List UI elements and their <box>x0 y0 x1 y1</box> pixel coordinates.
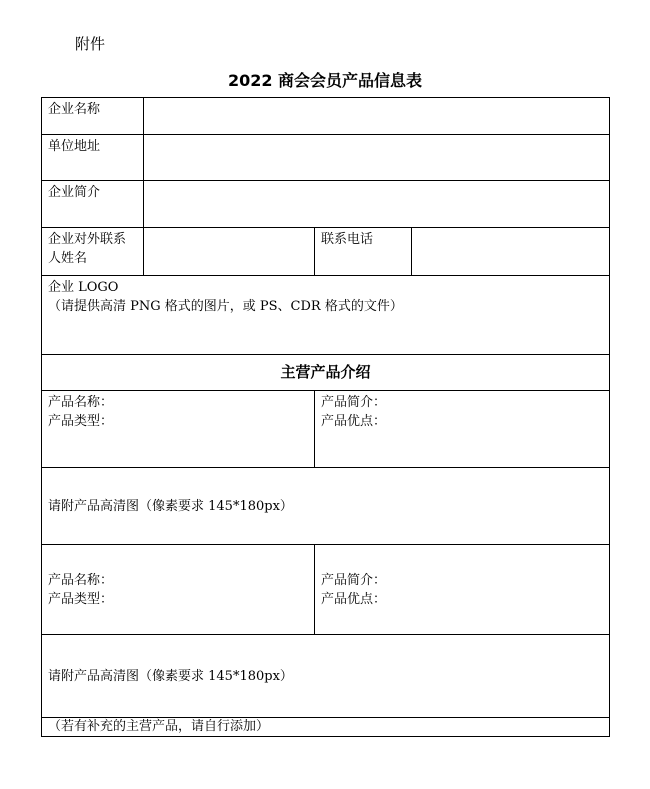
product-name-label: 产品名称： <box>48 572 114 588</box>
address-field[interactable] <box>144 135 610 181</box>
contact-name-field[interactable] <box>144 228 315 276</box>
footer-note: （若有补充的主营产品，请自行添加） <box>42 718 610 737</box>
product-type-label: 产品类型： <box>48 414 114 429</box>
contact-phone-field[interactable] <box>412 228 610 276</box>
company-name-row <box>42 98 610 135</box>
product-advantage-label: 产品优点： <box>321 591 387 607</box>
profile-field[interactable] <box>144 181 610 228</box>
address-label: 单位地址 <box>42 135 144 181</box>
company-name-field[interactable] <box>144 98 610 135</box>
product-1-basic-field[interactable] <box>42 391 315 468</box>
attachment-label: 附件 <box>75 35 106 53</box>
product-1-info-row <box>42 391 610 468</box>
footer-note-row <box>42 718 610 737</box>
product-image-note: 请附产品高清图（像素要求 145*180px） <box>48 668 293 684</box>
main-products-heading: 主营产品介绍 <box>42 355 610 391</box>
product-1-detail-field[interactable] <box>315 391 610 468</box>
product-intro-label: 产品简介： <box>321 395 387 410</box>
product-2-info-row <box>42 545 610 635</box>
logo-row <box>42 276 610 355</box>
product-type-label: 产品类型： <box>48 591 114 607</box>
product-advantage-label: 产品优点： <box>321 414 387 429</box>
page-title: 2022 商会会员产品信息表 <box>227 71 423 90</box>
logo-label: 企业 LOGO <box>48 280 119 295</box>
address-row <box>42 135 610 181</box>
logo-note: （请提供高清 PNG 格式的图片，或 PS、CDR 格式的文件） <box>48 299 403 314</box>
contact-row <box>42 228 610 276</box>
contact-phone-label: 联系电话 <box>315 228 412 276</box>
member-product-form <box>41 97 610 737</box>
company-name-label: 企业名称 <box>42 98 144 135</box>
product-1-image-field[interactable] <box>42 468 610 545</box>
product-1-image-row <box>42 468 610 545</box>
product-intro-label: 产品简介： <box>321 572 387 588</box>
main-products-heading-row <box>42 355 610 391</box>
product-name-label: 产品名称： <box>48 395 114 410</box>
profile-row <box>42 181 610 228</box>
logo-field[interactable] <box>42 276 610 355</box>
contact-name-label: 企业对外联系人姓名 <box>42 228 144 276</box>
product-2-detail-field[interactable] <box>315 545 610 635</box>
profile-label: 企业简介 <box>42 181 144 228</box>
product-2-image-field[interactable] <box>42 635 610 718</box>
product-image-note: 请附产品高清图（像素要求 145*180px） <box>48 498 293 514</box>
product-2-image-row <box>42 635 610 718</box>
product-2-basic-field[interactable] <box>42 545 315 635</box>
